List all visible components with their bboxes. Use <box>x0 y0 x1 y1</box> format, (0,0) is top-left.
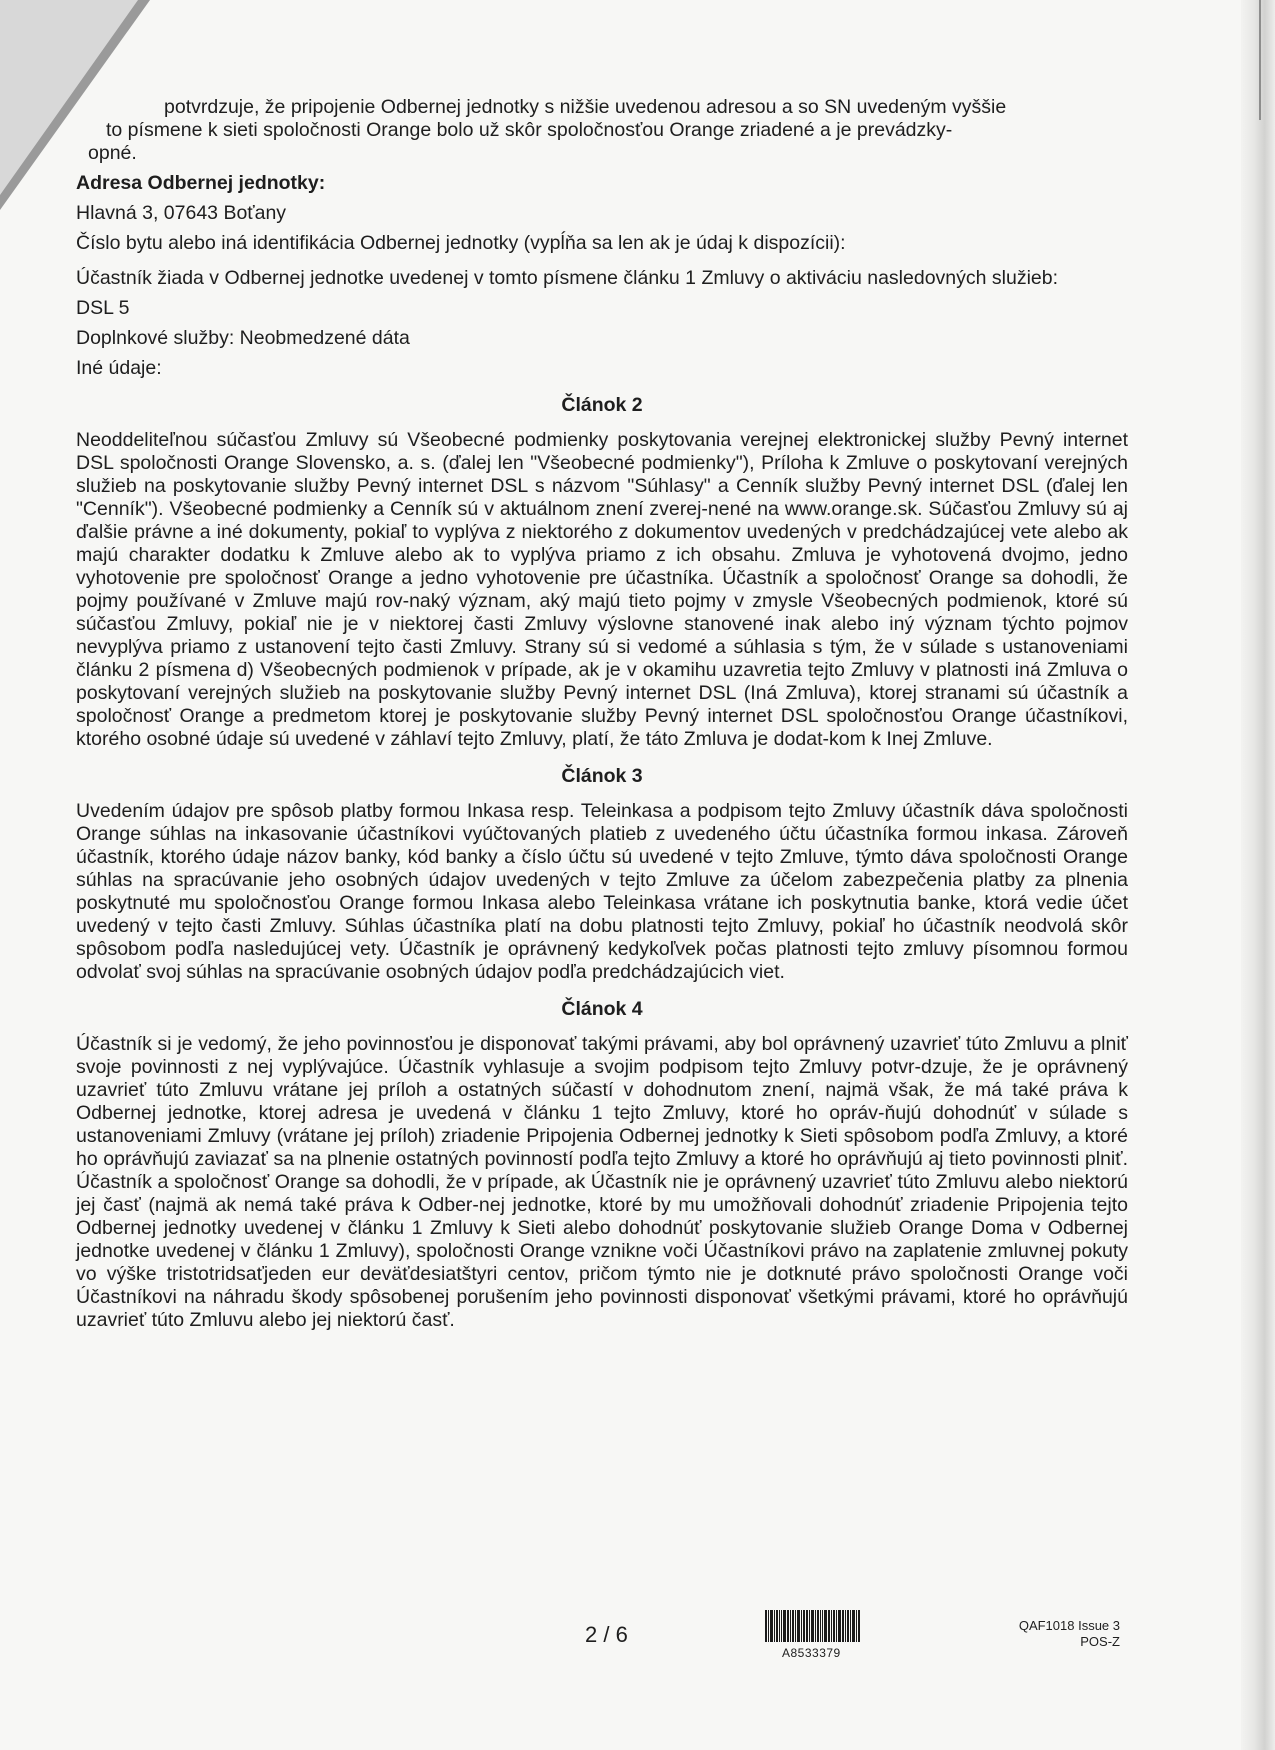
article-3-title: Článok 3 <box>561 765 643 787</box>
article-4-text: Účastník si je vedomý, že jeho povinnosťou je disponovať takými právami, aby bol oprávnený uzavrieť túto Zmluvu a plniť svoje povinnosti z nej vyplývajúce. Účastník vyhlasuje a svojim podpisom tejto Zmluvy potvr-dzuje, že je oprávnený uzavrieť túto Zmluvu vrátane jej príloh a ostatných súčastí v dohodnutom znení, najmä však, že má také práva k Odbernej jednotke, ktorej adresa je uvedená v článku 1 tejto Zmluvy, ktoré ho opráv-ňujú dohodnúť v súlade s ustanoveniami Zmluvy (vrátane jej príloh) zriadenie Pripojenia Odbernej jednotky k Sieti spôsobom podľa Zmluvy, a ktoré ho oprávňujú zaviazať sa na plnenie ostatných povinností podľa tejto Zmluvy a ktoré ho oprávňujú aj tieto povinnosti plniť. Účastník a spoločnosť Orange sa dohodli, že v prípade, ak Účastník nie je oprávnený uzavrieť túto Zmluvu alebo niektorú jej časť (najmä ak nemá také práva k Odber-nej jednotke, ktoré by mu umožňovali dohodnúť zriadenie Pripojenia tejto Odbernej jednotky uvedenej v článku 1 Zmluvy k Sieti alebo dohodnúť poskytovanie služieb Orange Doma v Odbernej jednotke uvedenej v článku 1 Zmluvy), spoločnosti Orange vznikne voči Účastníkovi právo na zaplatenie zmluvnej pokuty vo výške tristotridsaťjeden eur deväťdesiatštyri centov, pričom týmto nie je dotknuté právo spoločnosti Orange voči Účastníkovi na náhradu škody spôsobenej porušením jeho povinnosti disponovať všetkými právami, ktoré ho oprávňujú uzavrieť túto Zmluvu alebo jej niektorú časť. <box>76 1033 1128 1331</box>
form-code: QAF1018 Issue 3 <box>1018 1618 1120 1633</box>
additional-services: Doplnkové služby: Neobmedzené dáta <box>76 327 410 349</box>
barcode-number: A8533379 <box>782 1646 841 1660</box>
article-2-text: Neoddeliteľnou súčasťou Zmluvy sú Všeobecné podmienky poskytovania verejnej elektronickej služby Pevný internet DSL spoločnosti Orange Slovensko, a. s. (ďalej len "Všeobecné podmienky"), Príloha k Zmluve o poskytovaní verejných služieb na poskytovanie služby Pevný internet DSL s názvom "Súhlasy" a Cenník služby Pevný internet DSL (ďalej len "Cenník"). Všeobecné podmienky a Cenník sú v aktuálnom znení zverej-nené na www.orange.sk. Súčasťou Zmluvy sú aj ďalšie právne a iné dokumenty, pokiaľ to vyplýva z niektorého z dokumentov uvedených v predchádzajúcej vete alebo ak majú charakter dodatku k Zmluve alebo ak to vyplýva priamo z ich obsahu. Zmluva je vyhotovená dvojmo, jedno vyhotovenie pre spoločnosť Orange a jedno vyhotovenie pre účastníka. Účastník a spoločnosť Orange sa dohodli, že pojmy používané v Zmluve majú rov-naký význam, aký majú tieto pojmy v zmysle Všeobecných podmienok, ktoré sú súčasťou Zmluvy, pokiaľ nie je v niektorej časti Zmluvy výslovne stanovené inak alebo iný význam týchto pojmov nevyplýva priamo z ustanovení tejto časti Zmluvy. Strany sú si vedomé a súhlasia s tým, že v súlade s ustanoveniami článku 2 písmena d) Všeobecných podmienok v prípade, ak je v okamihu uzavretia tejto Zmluvy v platnosti iná Zmluva o poskytovaní verejných služieb na poskytovanie služby Pevný internet DSL (Iná Zmluva), ktorej stranami sú účastník a spoločnosť Orange a predmetom ktorej je poskytovanie služby Pevný internet DSL spoločnosťou Orange účastníkovi, ktorého osobné údaje sú uvedené v záhlaví tejto Zmluvy, platí, že táto Zmluva je dodat-kom k Inej Zmluve. <box>76 429 1128 750</box>
address-value: Hlavná 3, 07643 Boťany <box>76 202 287 224</box>
form-identifier <box>1019 1618 1120 1650</box>
intro-line-2: to písmene k sieti spoločnosti Orange bolo už skôr spoločnosťou Orange zriadené a je prevádzky- <box>106 119 953 141</box>
form-sub: POS-Z <box>1080 1634 1120 1649</box>
flat-label: Číslo bytu alebo iná identifikácia Odbernej jednotky (vypĺňa sa len ak je údaj k dispozícii): <box>76 232 846 254</box>
services-request: Účastník žiada v Odbernej jednotke uvedenej v tomto písmene článku 1 Zmluvy o aktiváciu nasledovných služieb: <box>76 267 1059 289</box>
page-number: 2 / 6 <box>585 1622 628 1647</box>
page-footer <box>0 1610 1275 1730</box>
service-plan: DSL 5 <box>76 297 130 319</box>
document-body <box>76 96 1128 1332</box>
address-label: Adresa Odbernej jednotky: <box>76 172 326 194</box>
folded-corner <box>0 0 138 195</box>
page-edge-shadow <box>1241 0 1275 1750</box>
barcode <box>765 1610 890 1642</box>
other-data-label: Iné údaje: <box>76 357 162 379</box>
page-edge-line <box>1259 0 1261 120</box>
article-4-title: Článok 4 <box>561 998 643 1020</box>
intro-line-3: opné. <box>88 142 137 164</box>
intro-line-1: potvrdzuje, že pripojenie Odbernej jednotky s nižšie uvedenou adresou a so SN uvedeným vyššie <box>164 96 1007 118</box>
article-3-text: Uvedením údajov pre spôsob platby formou Inkasa resp. Teleinkasa a podpisom tejto Zmluvy účastník dáva spoločnosti Orange súhlas na inkasovanie účastníkovi vyúčtovaných platieb z uvedeného účtu účastníka formou inkasa. Zároveň účastník, ktorého údaje názov banky, kód banky a číslo účtu sú uvedené v tejto Zmluve, týmto dáva spoločnosti Orange súhlas na spracúvanie jeho osobných údajov uvedených v tejto Zmluve za účelom zabezpečenia platby za plnenia poskytnuté mu spoločnosťou Orange formou Inkasa alebo Teleinkasa vrátane ich poskytnutia banke, ktorá vedie účet uvedený v tejto časti Zmluvy. Súhlas účastníka platí na dobu platnosti tejto Zmluvy, pokiaľ ho účastník neodvolá skôr spôsobom podľa nasledujúcej vety. Účastník je oprávnený kedykoľvek počas platnosti tejto zmluvy písomnou formou odvolať svoj súhlas na spracúvanie osobných údajov podľa predchádzajúcich viet. <box>76 800 1128 983</box>
article-2-title: Článok 2 <box>561 394 643 416</box>
